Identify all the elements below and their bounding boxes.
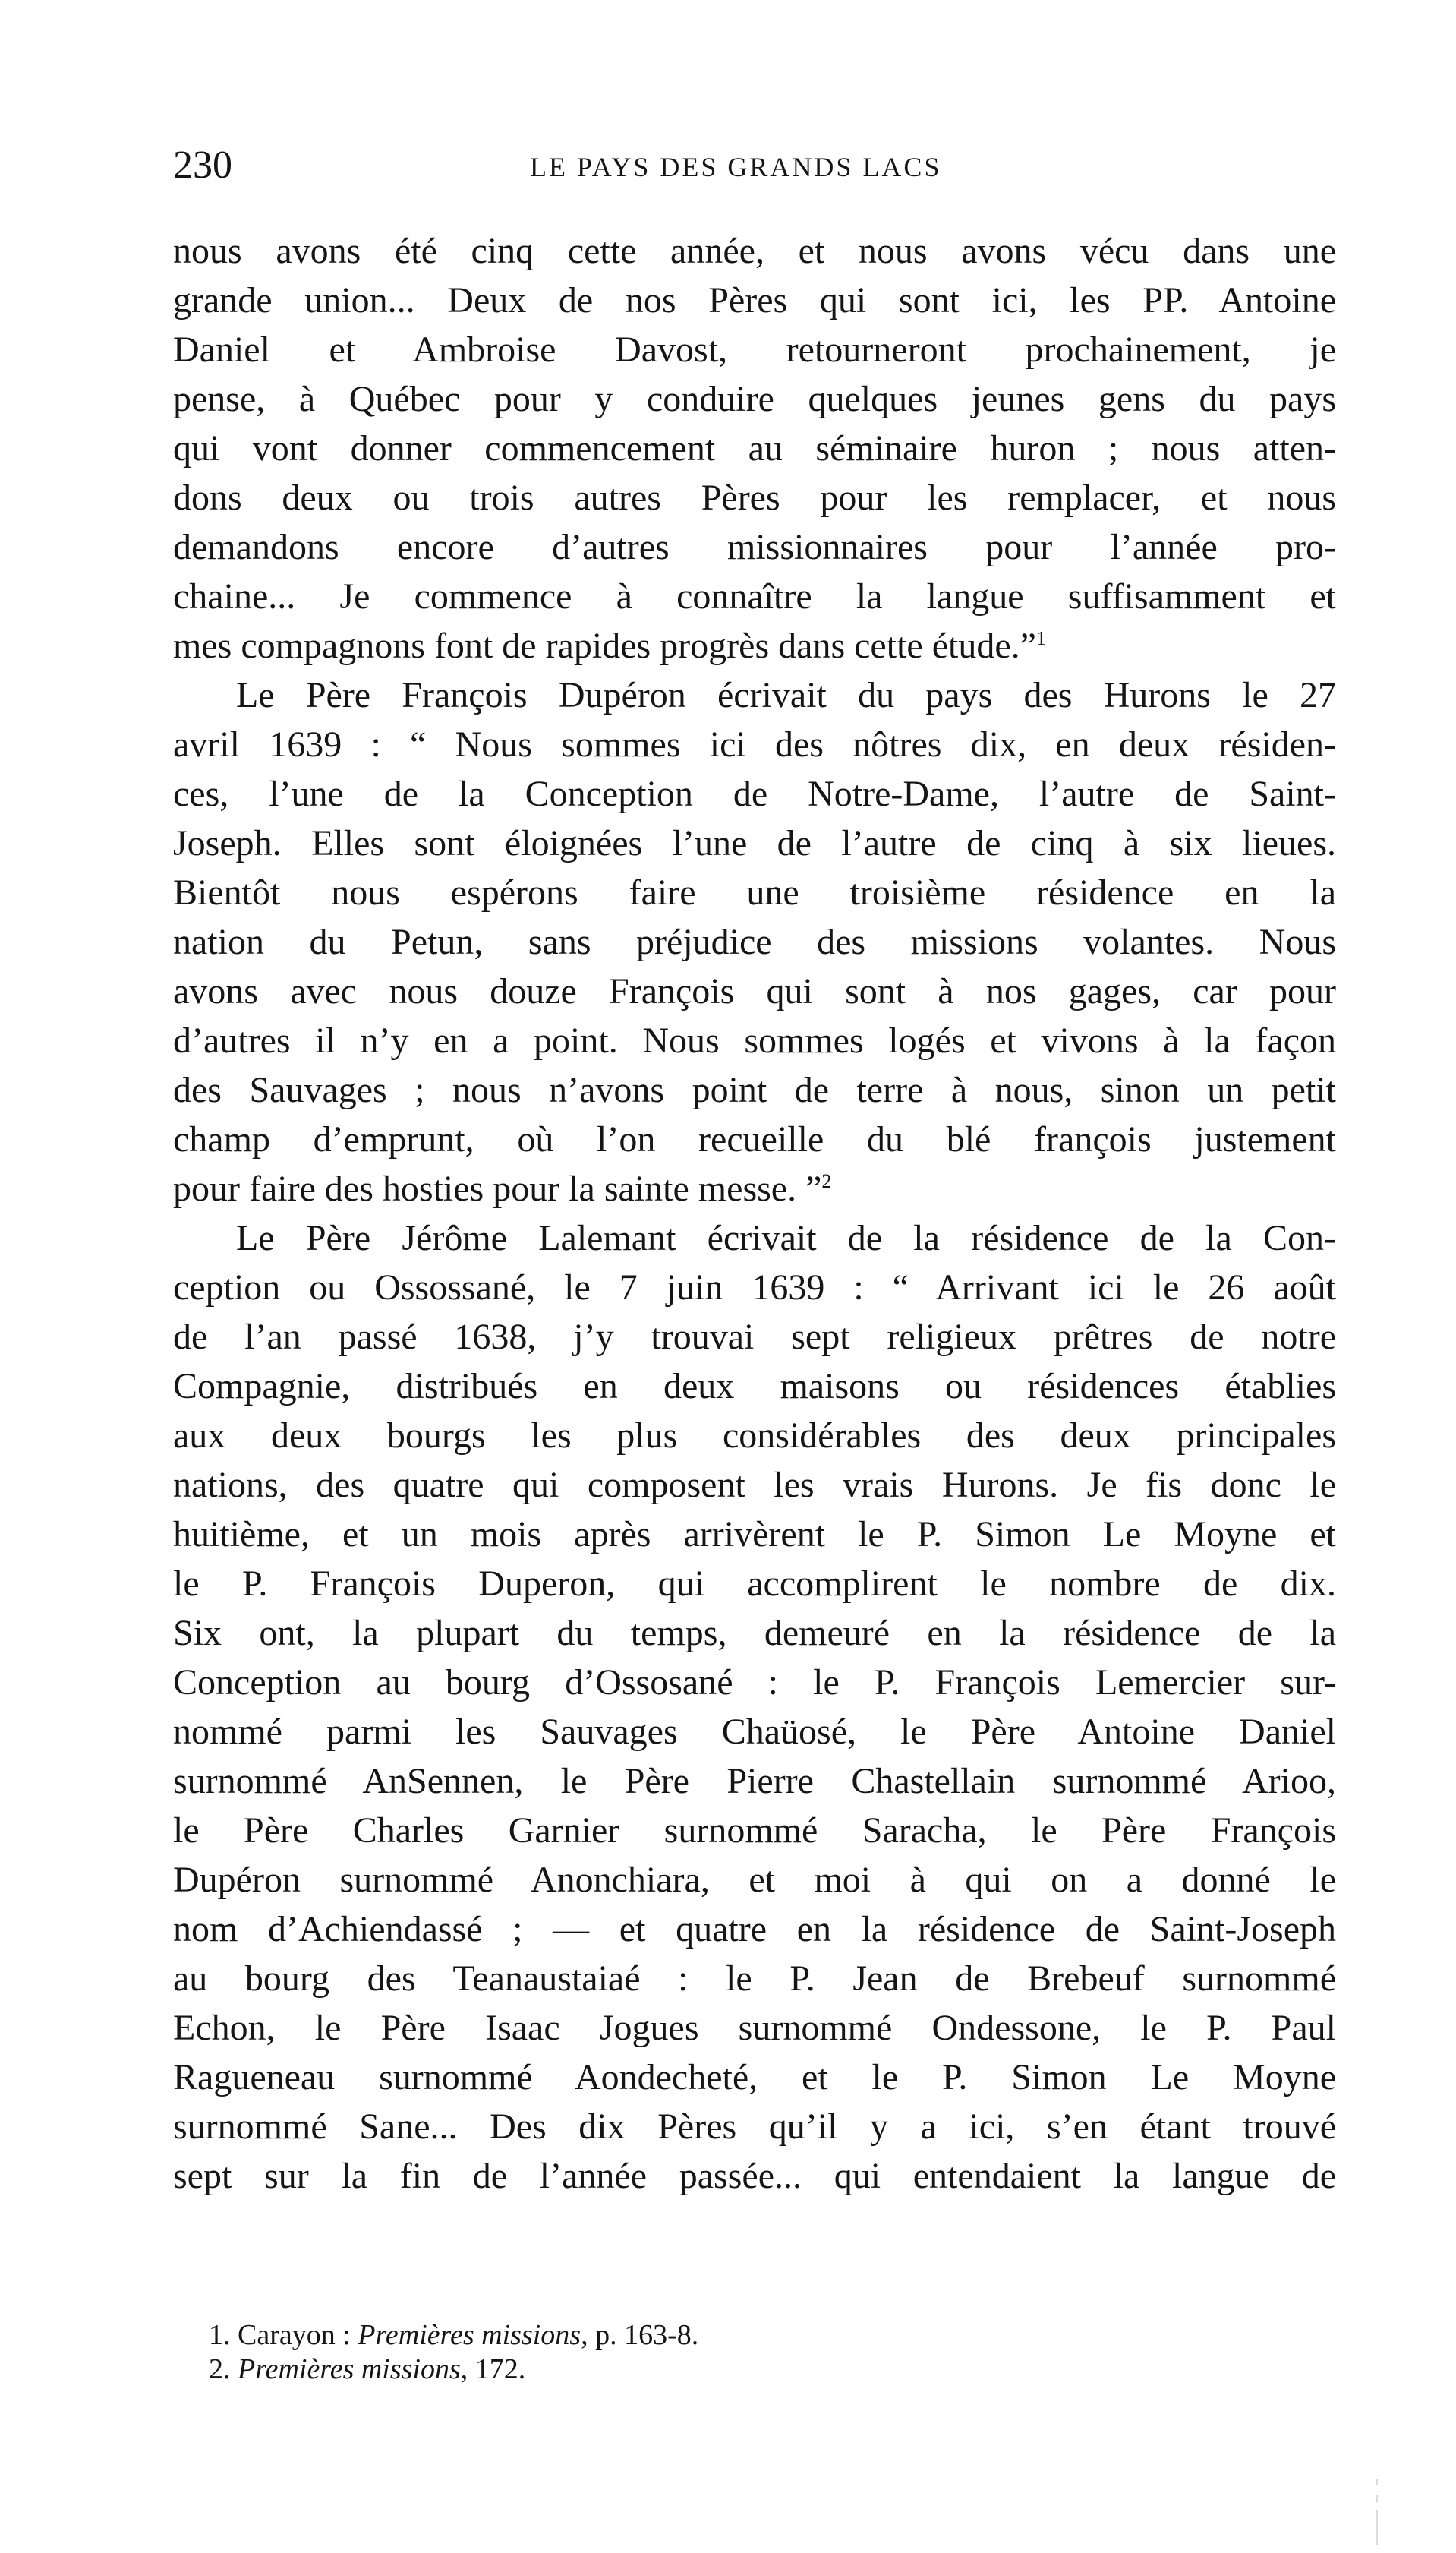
text-line: avons avec nous douze François qui sont à nos gages, car pour	[173, 971, 1336, 1011]
main-text	[173, 226, 1336, 2201]
page-number: 230	[173, 144, 232, 187]
text-line: Joseph. Elles sont éloignées l’une de l’autre de cinq à six lieues.	[173, 823, 1336, 863]
text-line: Ragueneau surnommé Aondecheté, et le P. Simon Le Moyne	[173, 2057, 1336, 2097]
text-line: nommé parmi les Sauvages Chaüosé, le Père Antoine Daniel	[173, 1712, 1336, 1752]
text-line: des Sauvages ; nous n’avons point de terre à nous, sinon un petit	[173, 1070, 1336, 1110]
text-line: pour faire des hosties pour la sainte messe. ”	[173, 1169, 822, 1209]
paragraph-end-line	[173, 621, 1336, 671]
text-line: demandons encore d’autres missionnaires pour l’année pro-	[173, 527, 1336, 567]
text-line: grande union... Deux de nos Pères qui sont ici, les PP. Antoine	[173, 280, 1336, 320]
text-line: surnommé Sane... Des dix Pères qu’il y a ici, s’en étant trouvé	[173, 2106, 1336, 2147]
text-line: Six ont, la plupart du temps, demeuré en la résidence de la	[173, 1613, 1336, 1653]
text-line: sept sur la fin de l’année passée... qui entendaient la langue de	[173, 2156, 1336, 2196]
text-line: surnommé AnSennen, le Père Pierre Chastellain surnommé Arioo,	[173, 1761, 1336, 1801]
paragraph-start-line: Le Père François Dupéron écrivait du pays des Hurons le 27	[236, 675, 1336, 715]
text-line: nous avons été cinq cette année, et nous avons vécu dans une	[173, 231, 1336, 271]
text-line: nations, des quatre qui composent les vrais Hurons. Je fis donc le	[173, 1465, 1336, 1505]
footnote-1	[209, 2318, 892, 2353]
footnote-number: 2.	[209, 2353, 231, 2385]
text-line: Conception au bourg d’Ossosané : le P. François Lemercier sur-	[173, 1662, 1336, 1703]
scan-edge-mark	[1376, 2479, 1378, 2545]
footnote-citation: , 172.	[460, 2353, 526, 2385]
text-line: Echon, le Père Isaac Jogues surnommé Ondessone, le P. Paul	[173, 2008, 1336, 2048]
text-line: le Père Charles Garnier surnommé Saracha, le Père François	[173, 1810, 1336, 1851]
running-title: LE PAYS DES GRANDS LACS	[530, 152, 942, 182]
footnote-2	[209, 2353, 892, 2387]
text-line: ces, l’une de la Conception de Notre-Dame, l’autre de Saint-	[173, 774, 1336, 814]
footnote-title: Premières missions	[358, 2319, 581, 2351]
text-line: ception ou Ossossané, le 7 juin 1639 : “ Arrivant ici le 26 août	[173, 1267, 1336, 1308]
footnote-title: Premières missions	[238, 2353, 461, 2385]
text-line: qui vont donner commencement au séminaire huron ; nous atten-	[173, 428, 1336, 469]
text-line: au bourg des Teanaustaiaé : le P. Jean de Brebeuf surnommé	[173, 1958, 1336, 1999]
footnote-reference-2: 2	[821, 1170, 832, 1192]
paragraph-start-line: Le Père Jérôme Lalemant écrivait de la résidence de la Con-	[236, 1218, 1336, 1258]
text-line: de l’an passé 1638, j’y trouvai sept religieux prêtres de notre	[173, 1317, 1336, 1357]
text-line: huitième, et un mois après arrivèrent le P. Simon Le Moyne et	[173, 1514, 1336, 1554]
text-line: nation du Petun, sans préjudice des missions volantes. Nous	[173, 922, 1336, 962]
text-line: mes compagnons font de rapides progrès dans cette étude.”	[173, 626, 1036, 666]
text-line: le P. François Duperon, qui accomplirent le nombre de dix.	[173, 1564, 1336, 1604]
footnote-citation: , p. 163-8.	[581, 2319, 699, 2351]
text-line: avril 1639 : “ Nous sommes ici des nôtres dix, en deux résiden-	[173, 724, 1336, 765]
text-line: Bientôt nous espérons faire une troisième résidence en la	[173, 873, 1336, 913]
page-header	[173, 143, 1312, 196]
text-line: Dupéron surnommé Anonchiara, et moi à qui on a donné le	[173, 1860, 1336, 1900]
paragraph-end-line	[173, 1164, 1336, 1213]
text-line: Daniel et Ambroise Davost, retourneront prochainement, je	[173, 330, 1336, 370]
text-line: aux deux bourgs les plus considérables des deux principales	[173, 1415, 1336, 1456]
text-line: pense, à Québec pour y conduire quelques jeunes gens du pays	[173, 379, 1336, 419]
text-line: d’autres il n’y en a point. Nous sommes logés et vivons à la façon	[173, 1021, 1336, 1061]
footnote-number: 1.	[209, 2319, 231, 2351]
text-line: Compagnie, distribués en deux maisons ou résidences établies	[173, 1366, 1336, 1406]
footnotes	[209, 2318, 892, 2387]
footnote-reference-1: 1	[1035, 627, 1046, 649]
text-line: dons deux ou trois autres Pères pour les remplacer, et nous	[173, 478, 1336, 518]
text-line: champ d’emprunt, où l’on recueille du blé françois justement	[173, 1119, 1336, 1160]
footnote-author: Carayon :	[238, 2319, 358, 2351]
text-line: nom d’Achiendassé ; — et quatre en la résidence de Saint-Joseph	[173, 1909, 1336, 1949]
text-line: chaine... Je commence à connaître la langue suffisamment et	[173, 576, 1336, 617]
